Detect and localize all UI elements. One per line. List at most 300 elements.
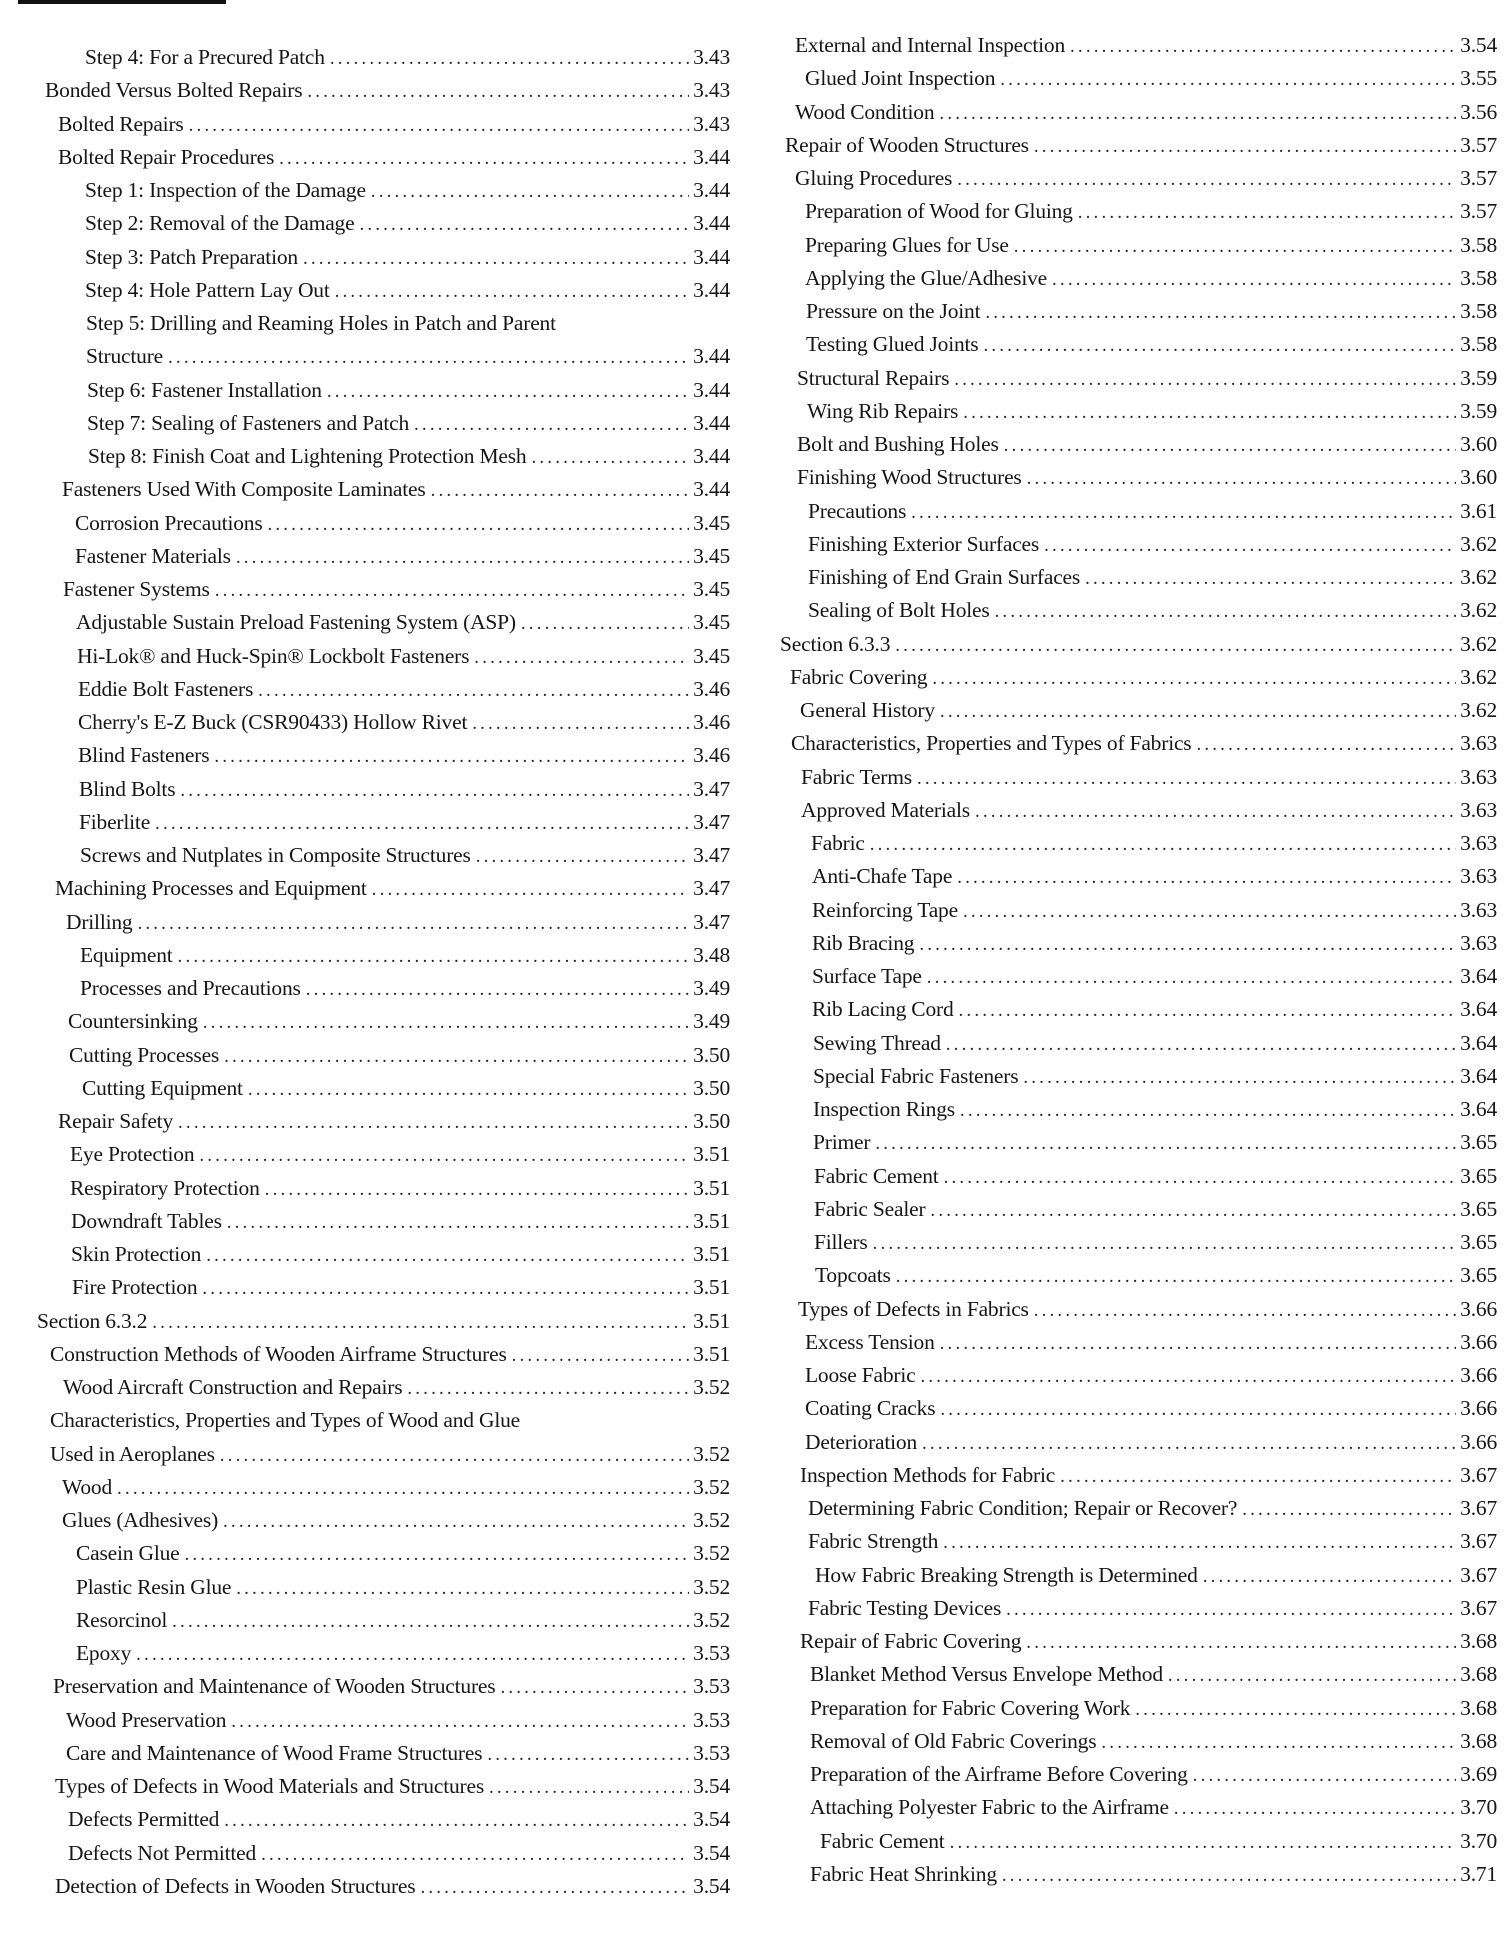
toc-entry [75,541,730,571]
header-rule [18,0,226,4]
dot-leader [995,597,1457,627]
dot-leader [521,609,689,639]
toc-entry-title: Fabric Covering [790,664,928,689]
toc-entry-page-number: 3.66 [1460,1429,1497,1454]
toc-entry-title: Finishing Exterior Surfaces [808,531,1040,556]
toc-entry-page-number: 3.43 [693,111,730,136]
toc-entry [66,1738,730,1768]
dot-leader [1070,32,1456,62]
toc-entry-page-number: 3.59 [1460,365,1497,390]
toc-entry [85,208,730,238]
toc-entry-page-number: 3.44 [693,410,730,435]
toc-entry-page-number: 3.44 [693,244,730,269]
toc-entry [807,396,1497,426]
toc-entry [58,1106,730,1136]
toc-entry-page-number: 3.63 [1460,731,1497,756]
toc-entry [86,308,556,338]
toc-entry-title: Step 4: For a Precured Patch [85,45,325,69]
toc-entry-title: Construction Methods of Wooden Airframe Structures [50,1341,507,1366]
toc-entry [810,1659,1497,1689]
toc-entry [815,1560,1497,1590]
toc-entry [80,940,730,970]
dot-leader [236,1574,689,1604]
toc-entry-title: Sewing Thread [813,1030,941,1055]
toc-entry [58,109,730,139]
toc-entry-title: Corrosion Precautions [75,510,263,535]
toc-entry-title: Countersinking [68,1009,198,1034]
toc-entry-title: Primer [813,1130,871,1155]
toc-entry-page-number: 3.66 [1460,1296,1497,1321]
toc-entry-title: Preparation of the Airframe Before Covering [810,1762,1188,1786]
toc-entry-page-number: 3.57 [1460,166,1497,190]
dot-leader [330,44,689,74]
toc-entry-title: Fabric Strength [808,1529,939,1554]
toc-entry [805,1360,1497,1390]
toc-entry [797,429,1497,459]
dot-leader [1078,198,1456,228]
toc-entry [62,1505,730,1535]
toc-entry-title: Types of Defects in Wood Materials and Structures [55,1774,484,1798]
dot-leader [940,1329,1457,1359]
toc-entry [82,1073,730,1103]
toc-entry-title: Loose Fabric [805,1363,916,1387]
toc-entry-page-number: 3.43 [693,78,730,103]
toc-entry-page-number: 3.66 [1460,1363,1497,1387]
toc-entry-title: Fabric [811,831,865,855]
toc-entry-page-number: 3.52 [693,1541,730,1566]
toc-entry-title: Excess Tension [805,1329,935,1354]
toc-entry-title: Machining Processes and Equipment [55,876,367,901]
toc-entry [805,263,1497,293]
toc-entry-page-number: 3.66 [1460,1396,1497,1421]
toc-entry-page-number: 3.68 [1460,1728,1497,1753]
toc-entry-page-number: 3.70 [1460,1828,1497,1853]
toc-entry-title: Equipment [80,942,173,967]
toc-entry-title: Blind Bolts [79,776,176,801]
toc-entry-page-number: 3.67 [1460,1562,1497,1587]
dot-leader [372,875,690,905]
dot-leader [307,77,689,107]
toc-entry [76,607,730,637]
toc-entry-title: Preparation for Fabric Covering Work [810,1695,1131,1720]
toc-entry-page-number: 3.45 [693,510,730,535]
dot-leader [919,930,1456,960]
toc-entry-page-number: 3.51 [693,1341,730,1366]
dot-leader [224,1806,689,1836]
toc-entry-title: Section 6.3.2 [37,1308,148,1333]
dot-leader [1000,65,1456,95]
toc-entry-title: Eddie Bolt Fasteners [78,676,254,701]
toc-entry-page-number: 3.43 [693,45,730,69]
toc-entry-title: Bolted Repair Procedures [58,144,275,169]
toc-entry-page-number: 3.51 [693,1242,730,1266]
toc-entry [812,994,1497,1024]
toc-entry-page-number: 3.51 [693,1208,730,1233]
toc-entry-title: Determining Fabric Condition; Repair or Recover? [808,1496,1238,1520]
toc-entry [87,408,730,438]
dot-leader [960,1096,1456,1126]
toc-entry-title: Bolt and Bushing Holes [797,432,999,456]
toc-entry-page-number: 3.60 [1460,432,1497,456]
toc-entry [801,795,1497,825]
dot-leader [227,1208,689,1238]
dot-leader [1101,1728,1456,1758]
toc-entry-title: Adjustable Sustain Preload Fastening System (ASP) [76,610,516,635]
toc-entry [812,928,1497,958]
toc-entry [71,1239,730,1269]
dot-leader [940,697,1456,727]
toc-entry [79,774,730,804]
toc-entry [806,296,1497,326]
toc-entry-title: Fabric Cement [820,1828,945,1853]
toc-entry [806,329,1497,359]
toc-entry [795,163,1497,193]
toc-entry-title: Step 3: Patch Preparation [85,244,298,269]
toc-entry-title: Topcoats [815,1263,891,1288]
toc-entry-title: Screws and Nutplates in Composite Structures [80,843,471,867]
dot-leader [512,1341,690,1371]
toc-entry-page-number: 3.52 [693,1607,730,1632]
toc-entry-title: Plastic Resin Glue [76,1574,232,1599]
toc-entry-title: Downdraft Tables [71,1208,222,1233]
toc-entry-title: Testing Glued Joints [806,332,979,357]
toc-entry-title: Casein Glue [76,1541,180,1566]
toc-entry-page-number: 3.58 [1460,265,1497,290]
toc-entry [50,1439,730,1469]
toc-entry [805,63,1497,93]
toc-entry-page-number: 3.44 [693,277,730,302]
toc-entry-title: Eye Protection [70,1142,195,1167]
toc-entry-page-number: 3.58 [1460,332,1497,357]
dot-leader [178,1108,689,1138]
toc-entry-title: Wing Rib Repairs [807,398,959,423]
toc-entry-page-number: 3.63 [1460,864,1497,889]
dot-leader [472,709,689,739]
toc-entry-title: Cherry's E-Z Buck (CSR90433) Hollow Rivet [78,710,468,734]
dot-leader [258,676,689,706]
toc-entry [805,196,1497,226]
toc-entry [63,1372,730,1402]
toc-entry [63,574,730,604]
toc-entry-title: Glues (Adhesives) [62,1508,219,1532]
toc-entry-title: Finishing of End Grain Surfaces [808,565,1081,589]
toc-entry [785,130,1497,160]
toc-entry [79,807,730,837]
dot-leader [155,809,689,839]
toc-entry-title: Gluing Procedures [795,166,953,190]
toc-entry-title: Fabric Testing Devices [808,1595,1002,1620]
toc-entry-title: Fabric Sealer [814,1196,926,1221]
dot-leader [220,1441,689,1471]
toc-entry-title: Special Fabric Fasteners [813,1063,1019,1088]
toc-entry [808,529,1497,559]
dot-leader [136,1640,689,1670]
dot-leader [943,1528,1456,1558]
dot-leader [137,909,689,939]
dot-leader [1242,1495,1456,1525]
toc-entry-title: External and Internal Inspection [795,33,1066,57]
dot-leader [1027,464,1457,494]
toc-entry-page-number: 3.53 [693,1707,730,1732]
toc-entry-title: Structural Repairs [797,365,950,390]
toc-entry [53,1671,730,1701]
toc-entry [78,707,730,737]
toc-entry [85,275,730,305]
dot-leader [1052,265,1456,295]
toc-entry [69,1040,730,1070]
toc-entry [71,1206,730,1236]
toc-entry-title: Sealing of Bolt Holes [808,598,990,623]
toc-entry-title: Repair Safety [58,1109,174,1133]
toc-entry-page-number: 3.46 [693,710,730,734]
dot-leader [911,498,1456,528]
toc-entry-title: Approved Materials [801,797,970,822]
toc-entry [808,1526,1497,1556]
dot-leader [172,1607,689,1637]
toc-entry-title: Finishing Wood Structures [797,465,1022,490]
toc-entry-title: Deterioration [805,1429,918,1454]
dot-leader [420,1873,689,1903]
toc-entry [88,441,730,471]
dot-leader [487,1740,689,1770]
toc-entry-title: Respiratory Protection [70,1175,260,1200]
toc-entry-title: Defects Not Permitted [68,1840,257,1865]
dot-leader [963,398,1456,428]
toc-entry [808,496,1497,526]
toc-entry [58,142,730,172]
toc-entry-page-number: 3.62 [1460,698,1497,722]
toc-entry [805,1327,1497,1357]
dot-leader [922,1429,1456,1459]
toc-entry-page-number: 3.53 [693,1674,730,1699]
dot-leader [920,1362,1456,1392]
dot-leader [1006,1595,1456,1625]
dot-leader [875,1129,1456,1159]
toc-entry-title: Step 5: Drilling and Reaming Holes in Patch and Parent [86,311,556,335]
dot-leader [950,1828,1457,1858]
toc-entry [801,762,1497,792]
dot-leader [407,1374,689,1404]
toc-entry [78,740,730,770]
toc-entry-page-number: 3.44 [693,211,730,236]
dot-leader [371,177,689,207]
toc-entry-title: Removal of Old Fabric Coverings [810,1728,1097,1753]
toc-entry-page-number: 3.47 [693,843,730,867]
toc-entry-title: Attaching Polyester Fabric to the Airframe [810,1795,1169,1820]
dot-leader [917,764,1456,794]
dot-leader [431,476,690,506]
dot-leader [985,298,1456,328]
toc-entry-page-number: 3.61 [1460,498,1497,523]
dot-leader [215,576,689,606]
toc-entry-title: Used in Aeroplanes [50,1441,215,1466]
dot-leader [873,1229,1457,1259]
toc-entry [85,42,730,72]
dot-leader [896,1262,1456,1292]
toc-entry-page-number: 3.68 [1460,1695,1497,1720]
toc-entry [72,1272,730,1302]
toc-entry-page-number: 3.45 [693,543,730,568]
toc-entry [813,1127,1497,1157]
toc-entry-page-number: 3.47 [693,776,730,801]
dot-leader [178,942,690,972]
toc-entry-page-number: 3.53 [693,1641,730,1665]
toc-entry [813,1094,1497,1124]
toc-entry-page-number: 3.56 [1460,99,1497,124]
toc-entry [814,1161,1497,1191]
dot-leader [946,1030,1456,1060]
toc-entry-title: Epoxy [76,1641,132,1665]
dot-leader [1193,1761,1457,1791]
toc-entry-page-number: 3.65 [1460,1230,1497,1254]
dot-leader [202,1274,689,1304]
toc-entry [810,1759,1497,1789]
toc-entry-page-number: 3.67 [1460,1595,1497,1620]
toc-entry-title: Repair of Wooden Structures [785,132,1029,157]
dot-leader [1196,730,1456,760]
toc-entry-title: Types of Defects in Fabrics [798,1296,1029,1321]
toc-entry-page-number: 3.50 [693,1042,730,1067]
toc-entry-title: Precautions [808,498,907,523]
toc-entry [70,1139,730,1169]
toc-entry-page-number: 3.50 [693,1075,730,1100]
toc-entry [810,1726,1497,1756]
toc-entry-title: Wood [62,1474,113,1499]
toc-entry-title: How Fabric Breaking Strength is Determined [815,1562,1198,1587]
toc-entry [814,1227,1497,1257]
dot-leader [932,664,1456,694]
toc-entry-title: Reinforcing Tape [812,897,958,922]
toc-entry [80,973,730,1003]
toc-entry-title: Step 8: Finish Coat and Lightening Protection Mesh [88,444,527,468]
toc-entry [808,562,1497,592]
toc-entry [790,662,1497,692]
toc-entry [37,1306,730,1336]
toc-entry-page-number: 3.51 [693,1275,730,1300]
toc-entry-title: Fastener Systems [63,577,210,601]
toc-entry-title: Inspection Rings [813,1097,955,1121]
dot-leader [303,244,689,274]
dot-leader [199,1141,689,1171]
toc-entry-title: Blanket Method Versus Envelope Method [810,1662,1163,1687]
toc-entry [45,75,730,105]
dot-leader [306,975,689,1005]
toc-entry-title: Wood Preservation [66,1707,227,1732]
toc-entry-title: Blind Fasteners [78,743,210,768]
dot-leader [1060,1462,1456,1492]
toc-entry-page-number: 3.51 [693,1175,730,1200]
toc-entry-title: Cutting Processes [69,1042,220,1067]
dot-leader [474,643,689,673]
toc-entry-title: Rib Bracing [812,930,915,955]
toc-entry-page-number: 3.62 [1460,631,1497,656]
toc-entry [80,840,730,870]
toc-entry [76,1605,730,1635]
toc-entry [813,1061,1497,1091]
dot-leader [1044,531,1456,561]
toc-entry-page-number: 3.57 [1460,199,1497,224]
toc-entry-title: Glued Joint Inspection [805,66,996,91]
dot-leader [939,99,1456,129]
dot-leader [1004,431,1457,461]
toc-entry-page-number: 3.70 [1460,1795,1497,1820]
dot-leader [870,830,1456,860]
toc-entry-page-number: 3.64 [1460,1063,1497,1088]
dot-leader [1085,564,1456,594]
toc-entry-page-number: 3.64 [1460,1030,1497,1055]
toc-entry [805,1393,1497,1423]
toc-entry [77,641,730,671]
toc-entry-page-number: 3.52 [693,1574,730,1599]
dot-leader [940,1395,1456,1425]
toc-entry [70,1173,730,1203]
toc-entry-page-number: 3.52 [693,1474,730,1499]
dot-leader [279,144,689,174]
toc-entry-title: Fabric Cement [814,1163,939,1188]
toc-entry-page-number: 3.52 [693,1441,730,1466]
dot-leader [223,1507,689,1537]
toc-entry [68,1838,730,1868]
toc-entry [76,1538,730,1568]
toc-entry-title: Step 4: Hole Pattern Lay Out [85,277,330,302]
dot-leader [248,1075,689,1105]
toc-entry-title: Detection of Defects in Wooden Structures [55,1873,416,1898]
toc-entry-title: Surface Tape [812,964,922,988]
toc-entry-page-number: 3.44 [693,477,730,502]
toc-entry [820,1826,1497,1856]
dot-leader [214,742,689,772]
dot-leader [265,1175,690,1205]
toc-entry-page-number: 3.44 [693,344,730,369]
dot-leader [327,377,689,407]
dot-leader [1034,1296,1456,1326]
dot-leader [236,543,689,573]
toc-entry-title: Characteristics, Properties and Types of Wood and Glue [50,1408,521,1433]
toc-entry-page-number: 3.54 [1460,33,1497,57]
toc-entry-title: Repair of Fabric Covering [800,1629,1022,1653]
toc-entry [797,462,1497,492]
dot-leader [500,1673,689,1703]
dot-leader [944,1163,1457,1193]
toc-entry-page-number: 3.68 [1460,1629,1497,1653]
toc-entry-title: Characteristics, Properties and Types of Fabrics [791,731,1192,756]
toc-entry [50,1405,520,1435]
toc-entry [797,363,1497,393]
toc-entry-page-number: 3.64 [1460,964,1497,988]
toc-entry-page-number: 3.62 [1460,664,1497,689]
toc-entry [805,1427,1497,1457]
dot-leader [1174,1794,1456,1824]
toc-entry-page-number: 3.54 [693,1807,730,1832]
toc-entry [812,861,1497,891]
dot-leader [489,1773,689,1803]
toc-entry-page-number: 3.64 [1460,1097,1497,1121]
toc-entry-title: Fabric Terms [801,764,912,789]
dot-leader [1023,1063,1456,1093]
dot-leader [224,1042,689,1072]
toc-entry [808,1593,1497,1623]
toc-entry-title: Preparing Glues for Use [805,232,1009,257]
toc-entry-page-number: 3.65 [1460,1163,1497,1188]
toc-entry-page-number: 3.44 [693,444,730,468]
toc-entry [791,728,1497,758]
toc-entry-page-number: 3.65 [1460,1196,1497,1221]
toc-entry-title: Pressure on the Joint [806,299,981,323]
toc-entry-page-number: 3.54 [693,1873,730,1898]
dot-leader [963,897,1456,927]
toc-entry-page-number: 3.47 [693,876,730,901]
toc-entry-title: Rib Lacing Cord [812,997,954,1022]
